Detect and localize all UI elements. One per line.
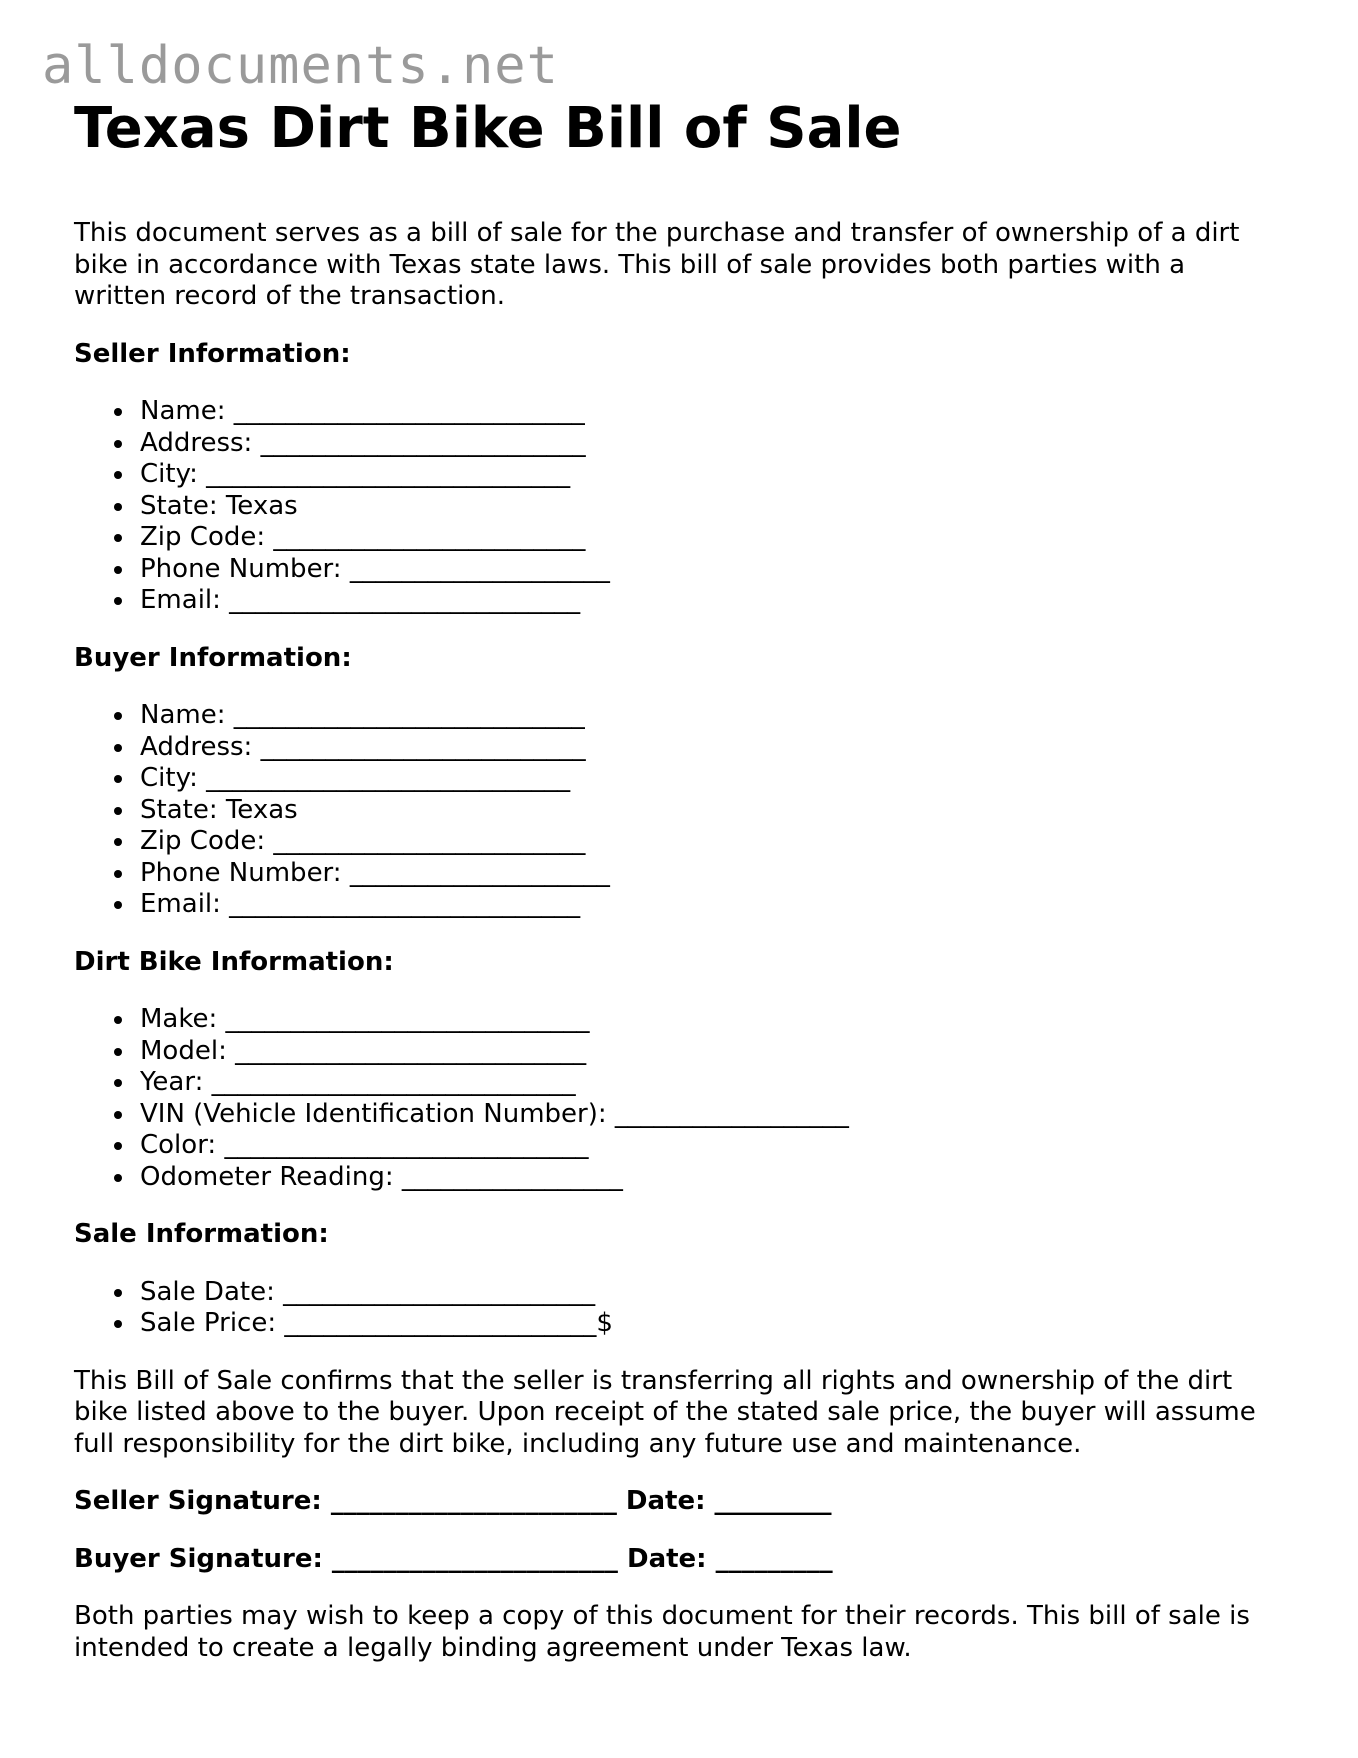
bike-year-field: Year: ____________________________ — [140, 1067, 1284, 1099]
bike-heading: Dirt Bike Information: — [74, 946, 394, 977]
sale-fields-list — [74, 1277, 1284, 1340]
bike-fields-list — [74, 1004, 1284, 1193]
seller-name-field: Name: ___________________________ — [140, 396, 1284, 428]
bike-odometer-field: Odometer Reading: _________________ — [140, 1162, 1284, 1194]
closing-paragraph: This Bill of Sale confirms that the seller is transferring all rights and ownership of the dirt bike listed above to the buyer. Upon receipt of the stated sale price, the buyer will assume full responsibility for the dirt bike, including any future use and maintenance. — [74, 1365, 1256, 1459]
bike-make-field: Make: ____________________________ — [140, 1004, 1284, 1036]
buyer-address-field: Address: _________________________ — [140, 732, 1284, 764]
seller-fields-list — [74, 396, 1284, 617]
seller-email-field: Email: ___________________________ — [140, 585, 1284, 617]
intro-paragraph: This document serves as a bill of sale for the purchase and transfer of ownership of a dirt bike in accordance with Texas state laws. This bill of sale provides both parties with a written record of the transaction. — [74, 218, 1240, 311]
document-title: Texas Dirt Bike Bill of Sale — [74, 96, 902, 161]
buyer-heading: Buyer Information: — [74, 642, 352, 673]
seller-zip-field: Zip Code: ________________________ — [140, 522, 1284, 554]
buyer-email-field: Email: ___________________________ — [140, 889, 1284, 921]
sale-price-field: Sale Price: ________________________$ — [140, 1308, 1284, 1340]
sale-date-field: Sale Date: ________________________ — [140, 1277, 1284, 1309]
buyer-city-field: City: ____________________________ — [140, 763, 1284, 795]
seller-signature-line: Seller Signature: ______________________ Date: _________ — [74, 1486, 832, 1516]
bike-vin-field: VIN (Vehicle Identification Number): __________________ — [140, 1099, 1284, 1131]
buyer-fields-list — [74, 700, 1284, 921]
final-paragraph: Both parties may wish to keep a copy of this document for their records. This bill of sale is intended to create a legally binding agreement under Texas law. — [74, 1601, 1250, 1663]
seller-phone-field: Phone Number: ____________________ — [140, 554, 1284, 586]
seller-state-field: State: Texas — [140, 491, 1284, 523]
sale-heading: Sale Information: — [74, 1219, 329, 1249]
watermark: alldocuments.net — [42, 36, 559, 96]
bike-color-field: Color: ____________________________ — [140, 1130, 1284, 1162]
buyer-state-field: State: Texas — [140, 795, 1284, 827]
buyer-phone-field: Phone Number: ____________________ — [140, 858, 1284, 890]
buyer-signature-line: Buyer Signature: ______________________ Date: _________ — [74, 1543, 833, 1574]
buyer-zip-field: Zip Code: ________________________ — [140, 826, 1284, 858]
seller-heading: Seller Information: — [74, 338, 351, 369]
buyer-name-field: Name: ___________________________ — [140, 700, 1284, 732]
seller-city-field: City: ____________________________ — [140, 459, 1284, 491]
bike-model-field: Model: ___________________________ — [140, 1036, 1284, 1068]
document-page — [74, 96, 1284, 1664]
seller-address-field: Address: _________________________ — [140, 428, 1284, 460]
